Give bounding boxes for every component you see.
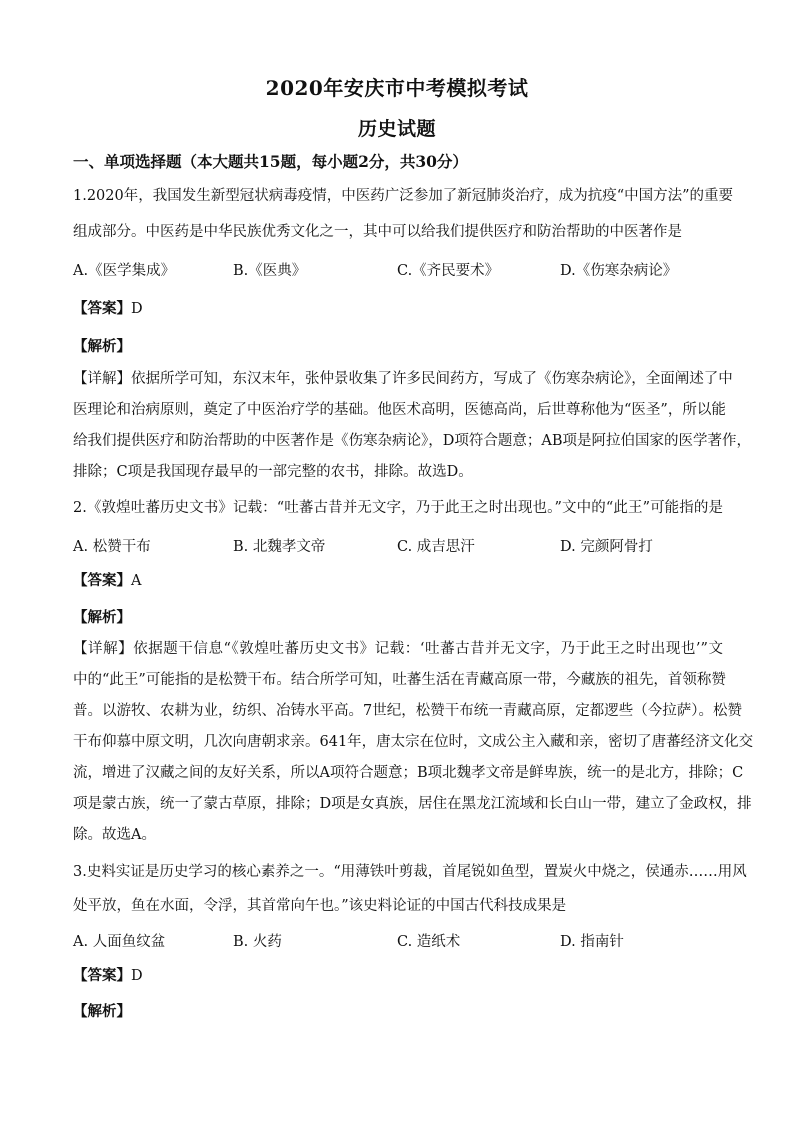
q2-option-a: A. 松赞干布: [73, 539, 151, 555]
q1-detail-line-3: 给我们提供医疗和防治帮助的中医著作是《伤寒杂病论》，D项符合题意；AB项是阿拉伯国家的医学著作，: [73, 433, 751, 449]
q3-answer: [73, 966, 723, 986]
q1-options: [73, 259, 723, 279]
q3-option-d: D. 指南针: [560, 934, 624, 950]
q1-answer-value: D: [131, 301, 143, 317]
exam-subtitle: 历史试题: [357, 118, 436, 140]
q2-detail-line-5: 流，增进了汉藏之间的友好关系，所以A项符合题意；B项北魏孝文帝是鲜卑族，统一的是北方，排除；C: [73, 765, 744, 781]
q2-option-c: C. 成吉思汗: [397, 539, 475, 555]
q2-detail-line-2: 中的“此王”可能指的是松赞干布。结合所学可知，吐蕃生活在青藏高原一带，今藏族的祖先，首领称赞: [73, 672, 726, 688]
section-heading: 一、单项选择题（本大题共15题，每小题2分，共30分）: [73, 152, 468, 171]
q3-answer-label: 【答案】: [73, 967, 131, 984]
q1-answer-label: 【答案】: [73, 300, 131, 317]
q2-answer-value: A: [131, 573, 142, 589]
q3-option-a: A. 人面鱼纹盆: [73, 934, 166, 950]
q3-option-c: C. 造纸术: [397, 934, 461, 950]
q2-detail-line-4: 干布仰慕中原文明，几次向唐朝求亲。641年，唐太宗在位时，文成公主入藏和亲，密切了唐蕃经济文化交: [73, 734, 754, 750]
q3-options: [73, 930, 723, 950]
q2-analysis-label: 【解析】: [73, 609, 131, 626]
q2-detail-line-6: 项是蒙古族，统一了蒙古草原，排除；D项是女真族，居住在黑龙江流域和长白山一带，建立了金政权，排: [73, 796, 752, 812]
q1-option-c: C.《齐民要术》: [397, 263, 500, 279]
q2-stem-line-1: 2.《敦煌吐蕃历史文书》记载：“吐蕃古昔并无文字，乃于此王之时出现也。”文中的“此王”可能指的是: [73, 500, 723, 516]
q2-answer: [73, 571, 723, 591]
q1-stem-line-2: 组成部分。中医药是中华民族优秀文化之一，其中可以给我们提供医疗和防治帮助的中医著作是: [73, 224, 682, 240]
q1-detail-line-1: 【详解】依据所学可知，东汉末年，张仲景收集了许多民间药方，写成了《伤寒杂病论》，全面阐述了中: [73, 371, 733, 387]
q1-stem-line-1: 1.2020年，我国发生新型冠状病毒疫情，中医药广泛参加了新冠肺炎治疗，成为抗疫“中国方法”的重要: [73, 188, 734, 204]
q1-detail-line-4: 排除；C项是我国现存最早的一部完整的农书，排除。故选D。: [73, 464, 473, 480]
q3-stem-line-2: 处平放，鱼在水面，令浮，其首常向午也。”该史料论证的中国古代科技成果是: [73, 898, 567, 914]
q1-option-a: A.《医学集成》: [73, 263, 176, 279]
q3-stem-line-1: 3.史料实证是历史学习的核心素养之一。“用薄铁叶剪裁，首尾锐如鱼型，置炭火中烧之，侯通赤……用风: [73, 864, 747, 880]
q3-analysis-label: 【解析】: [73, 1003, 131, 1020]
q1-analysis-label: 【解析】: [73, 338, 131, 355]
exam-title: 2020年安庆市中考模拟考试: [265, 76, 529, 100]
q1-option-d: D.《伤寒杂病论》: [560, 263, 678, 279]
q1-answer: [73, 299, 723, 319]
q2-answer-label: 【答案】: [73, 572, 131, 589]
q1-detail-line-2: 医理论和治病原则，奠定了中医治疗学的基础。他医术高明，医德高尚，后世尊称他为“医圣”，所以能: [73, 402, 726, 418]
q3-answer-value: D: [131, 968, 143, 984]
q2-option-b: B. 北魏孝文帝: [233, 539, 326, 555]
q2-option-d: D. 完颜阿骨打: [560, 539, 653, 555]
q3-option-b: B. 火药: [233, 934, 282, 950]
q2-detail-line-7: 除。故选A。: [73, 827, 156, 843]
q2-options: [73, 535, 723, 555]
q2-detail-line-3: 普。以游牧、农耕为业，纺织、冶铸水平高。7世纪，松赞干布统一青藏高原，定都逻些（今拉萨）。松赞: [73, 703, 742, 719]
q1-option-b: B.《医典》: [233, 263, 307, 279]
q2-detail-line-1: 【详解】依据题干信息“《敦煌吐蕃历史文书》记载：‘吐蕃古昔并无文字，乃于此王之时出现也’”文: [73, 641, 723, 657]
